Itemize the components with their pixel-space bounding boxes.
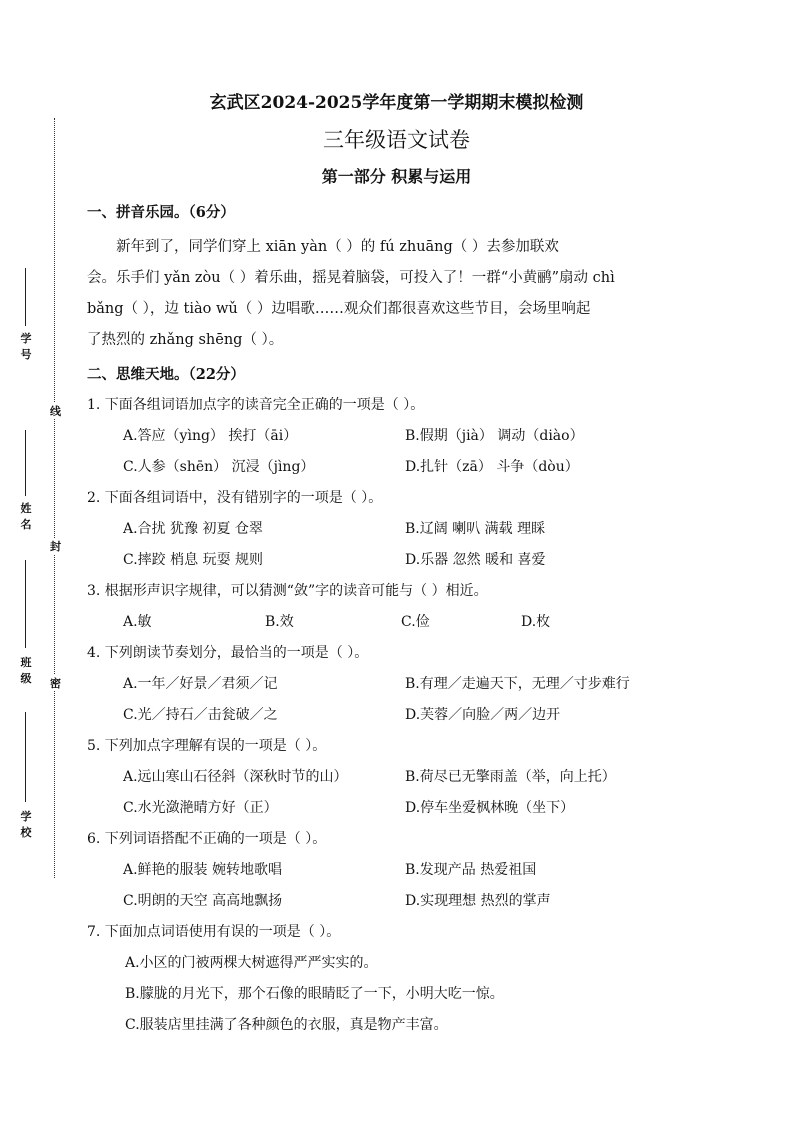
school-label: 学校	[20, 810, 32, 839]
student-id-label: 学号	[20, 332, 32, 361]
seal-mark-secret: 密	[50, 677, 61, 690]
question-stem: 6. 下列词语搭配不正确的一项是（ ）。	[87, 831, 327, 847]
option-c[interactable]: C.光／持石／击瓮破／之	[123, 707, 278, 723]
option-a[interactable]: A.鲜艳的服装 婉转地歌唱	[123, 862, 283, 878]
paper-title: 三年级语文试卷	[323, 128, 470, 152]
option-d[interactable]: D.停车坐爱枫林晚（坐下）	[405, 800, 575, 816]
question-stem: 7. 下面加点词语使用有误的一项是（ ）。	[87, 924, 341, 940]
student-name-underline	[25, 430, 26, 496]
option-c[interactable]: C.人参（shēn） 沉浸（jìng）	[123, 459, 315, 475]
option-a[interactable]: A.敏	[123, 614, 152, 630]
pinyin-line[interactable]: 会。乐手们 yǎn zòu（ ）着乐曲，摇晃着脑袋，可投入了！一群“小黄鹂”扇动 chì	[87, 270, 615, 286]
option-d[interactable]: D.实现理想 热烈的掌声	[405, 893, 551, 909]
option-b[interactable]: B.朦胧的月光下，那个石像的眼睛眨了一下，小明大吃一惊。	[125, 986, 504, 1002]
option-b[interactable]: B.效	[265, 614, 294, 630]
option-b[interactable]: B.荷尽已无擎雨盖（举，向上托）	[405, 769, 616, 785]
option-c[interactable]: C.明朗的天空 高高地飘扬	[123, 893, 283, 909]
question-stem: 2. 下面各组词语中，没有错别字的一项是（ ）。	[87, 490, 383, 506]
question-stem: 5. 下列加点字理解有误的一项是（ ）。	[87, 738, 327, 754]
section2-heading: 二、思维天地。（22分）	[87, 366, 245, 383]
option-c[interactable]: C.水光潋滟晴方好（正）	[123, 800, 278, 816]
option-b[interactable]: B.发现产品 热爱祖国	[405, 862, 537, 878]
seal-mark-line: 线	[50, 405, 61, 418]
pinyin-line[interactable]: 了热烈的 zhǎng shēng（ ）。	[87, 332, 284, 348]
option-a[interactable]: A.合扰 犹豫 初夏 仓翠	[123, 521, 263, 537]
option-b[interactable]: B.有理／走遍天下，无理／寸步难行	[405, 676, 630, 692]
option-d[interactable]: D.芙蓉／向脸／两／边开	[405, 707, 561, 723]
pinyin-line[interactable]: 新年到了，同学们穿上 xiān yàn（ ）的 fú zhuāng（ ）去参加联欢	[116, 239, 559, 255]
option-a[interactable]: A.小区的门被两棵大树遮得严严实实的。	[125, 955, 378, 971]
school-underline	[25, 712, 26, 802]
option-c[interactable]: C.服装店里挂满了各种颜色的衣服，真是物产丰富。	[125, 1017, 448, 1033]
question-stem: 3. 根据形声识字规律，可以猜测“敛”字的读音可能与（ ）相近。	[87, 583, 488, 599]
option-c[interactable]: C.摔跤 梢息 玩耍 规则	[123, 552, 264, 568]
pinyin-paragraph	[87, 232, 712, 356]
question-stem: 1. 下面各组词语加点字的读音完全正确的一项是（ ）。	[87, 397, 425, 413]
exam-content	[87, 202, 712, 1041]
option-b[interactable]: B.假期（jià） 调动（diào）	[405, 428, 584, 444]
section1-heading: 一、拼音乐园。（6分）	[87, 204, 235, 221]
option-d[interactable]: D.扎针（zā） 斗争（dòu）	[405, 459, 579, 475]
option-d[interactable]: D.乐器 忽然 暖和 喜爱	[405, 552, 546, 568]
pinyin-line[interactable]: bǎng（ ），边 tiào wǔ（ ）边唱歌……观众们都很喜欢这些节目，会场里响起	[87, 301, 591, 317]
option-a[interactable]: A.一年／好景／君须／记	[123, 676, 278, 692]
option-c[interactable]: C.俭	[401, 614, 430, 630]
option-d[interactable]: D.枚	[521, 614, 551, 630]
option-b[interactable]: B.辽阔 喇叭 满载 理睬	[405, 521, 546, 537]
student-id-underline	[25, 268, 26, 326]
option-a[interactable]: A.远山寒山石径斜（深秋时节的山）	[123, 769, 348, 785]
question-stem: 4. 下列朗读节奏划分，最恰当的一项是（ ）。	[87, 645, 369, 661]
seal-mark-seal: 封	[50, 540, 61, 553]
student-name-label: 姓名	[20, 502, 32, 531]
class-underline	[25, 560, 26, 648]
class-label: 班级	[20, 656, 32, 685]
exam-title: 玄武区2024-2025学年度第一学期期末模拟检测	[209, 93, 584, 113]
part-title: 第一部分 积累与运用	[321, 167, 472, 186]
binding-dotted-line	[54, 118, 55, 878]
option-a[interactable]: A.答应（yìng） 挨打（āi）	[123, 428, 298, 444]
